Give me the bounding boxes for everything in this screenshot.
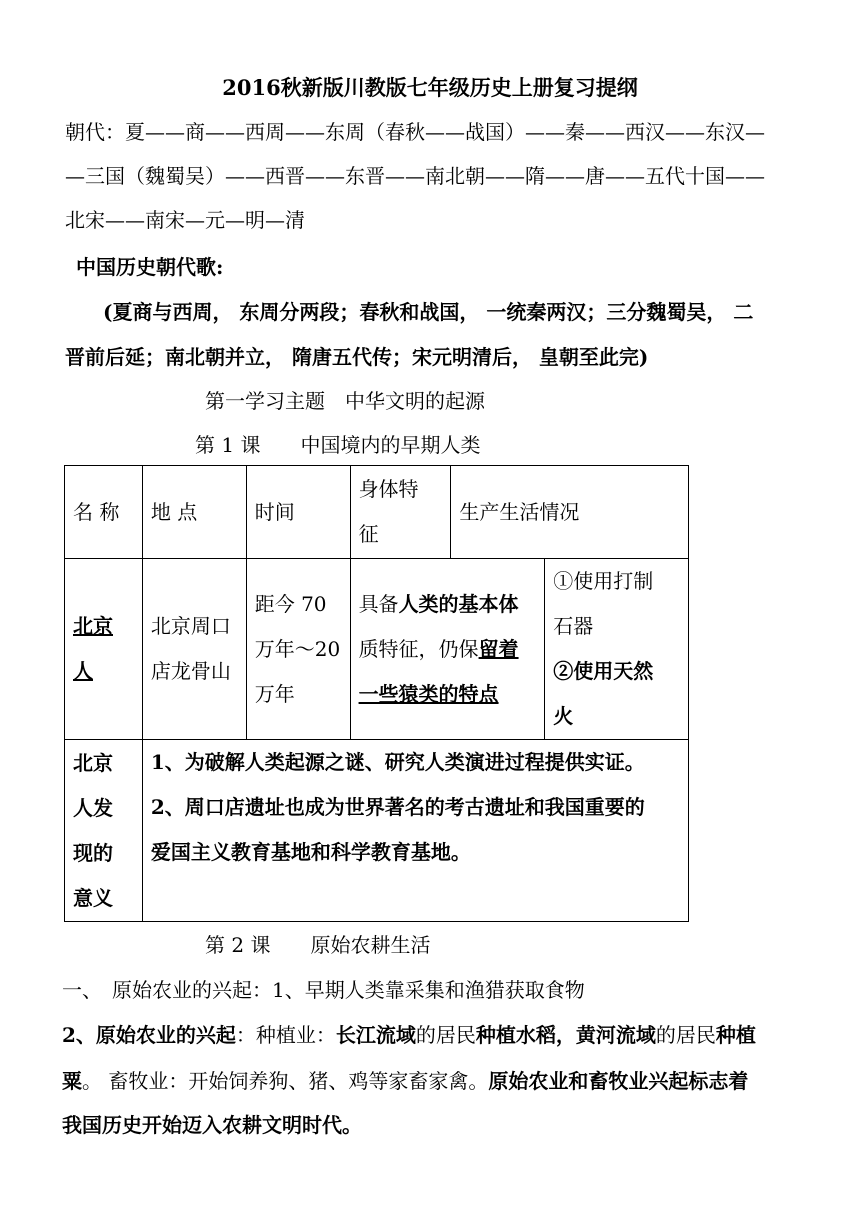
song-line-1: (夏商与西周， 东周分两段；春秋和战国， 一统秦两汉；三分魏蜀吴， 二 xyxy=(103,300,754,324)
text: 的居民 xyxy=(655,1023,716,1047)
text: ：种植业： xyxy=(235,1023,336,1047)
cell-line xyxy=(359,627,537,672)
cell-line: ①使用打制 xyxy=(553,569,654,593)
cell-line: 店龙骨山 xyxy=(150,659,231,683)
header-place: 地 点 xyxy=(142,466,246,559)
song-line-2: 晋前后延；南北朝并立， 隋唐五代传；宋元明清后， 皇朝至此完) xyxy=(65,345,649,369)
text: 。 畜牧业：开始饲养狗、猪、鸡等家畜家禽。 xyxy=(82,1069,489,1093)
body-text-bold: 人类的基本体 xyxy=(398,591,519,616)
header-time: 时间 xyxy=(246,466,350,559)
cell-line: 万年～20 xyxy=(254,636,341,661)
body-text: 具备 xyxy=(358,591,399,616)
cell-line: 北京 xyxy=(73,750,113,775)
dynasty-line-1: 朝代：夏——商——西周——东周（春秋——战国）——秦——西汉——东汉— xyxy=(65,120,765,144)
cell-line: 1、为破解人类起源之谜、研究人类演进过程提供实证。 xyxy=(150,750,645,774)
text-bold: 原始农业和畜牧业兴起标志着 xyxy=(488,1069,749,1093)
cell-line: 2、周口店遗址也成为世界著名的考古遗址和我国重要的 xyxy=(150,795,645,819)
cell-life xyxy=(545,559,689,740)
text-bold: 长江流域 xyxy=(335,1023,416,1047)
header-body-line: 征 xyxy=(358,522,379,546)
cell-line xyxy=(359,582,537,627)
header-life: 生产生活情况 xyxy=(451,466,689,559)
paragraph-3 xyxy=(62,1067,748,1095)
text-bold: 粟 xyxy=(62,1069,82,1093)
text-bold: 种植水稻，黄河流域 xyxy=(475,1023,656,1047)
cell-line: 石器 xyxy=(553,614,594,638)
text-bold: 2、原始农业的兴起 xyxy=(62,1023,236,1047)
body-text: 质特征，仍保 xyxy=(358,636,479,661)
cell-line: 北京 xyxy=(73,614,113,638)
cell-time xyxy=(246,559,350,740)
dynasty-line-3: 北宋——南宋—元—明—清 xyxy=(65,208,305,232)
body-text-underline: 留着 xyxy=(478,636,519,661)
cell-line: 北京周口 xyxy=(150,614,231,638)
cell-significance xyxy=(142,740,688,922)
header-name: 名 称 xyxy=(65,466,143,559)
cell-line: 现的 xyxy=(73,840,113,865)
song-heading: 中国历史朝代歌: xyxy=(76,255,224,279)
cell-line: 万年 xyxy=(254,681,295,706)
lesson-1-heading: 第 1 课 中国境内的早期人类 xyxy=(195,433,481,457)
table-header-row xyxy=(65,466,689,559)
paragraph-2 xyxy=(62,1021,756,1049)
lesson-2-heading: 第 2 课 原始农耕生活 xyxy=(205,933,431,957)
body-text-underline: 一些猿类的特点 xyxy=(358,681,499,706)
text: 的居民 xyxy=(415,1023,476,1047)
dynasty-line-2: —三国（魏蜀吴）——西晋——东晋——南北朝——隋——唐——五代十国—— xyxy=(65,164,765,188)
cell-line: 距今 70 xyxy=(254,591,327,616)
cell-line: ②使用天然 xyxy=(553,659,654,683)
cell-place xyxy=(142,559,246,740)
table-row xyxy=(65,559,689,740)
cell-significance-label xyxy=(65,740,143,922)
cell-line: 意义 xyxy=(73,885,113,910)
header-body-line: 身体特 xyxy=(358,477,419,501)
page-title: 2016秋新版川教版七年级历史上册复习提纲 xyxy=(222,75,638,100)
cell-body xyxy=(350,559,545,740)
early-humans-table xyxy=(64,465,689,922)
cell-line: 人发 xyxy=(73,795,113,820)
paragraph-1: 一、 原始农业的兴起：1、早期人类靠采集和渔猎获取食物 xyxy=(62,978,585,1002)
header-body xyxy=(350,466,451,559)
cell-name xyxy=(65,559,143,740)
text-bold: 种植 xyxy=(715,1023,756,1047)
paragraph-4: 我国历史开始迈入农耕文明时代。 xyxy=(62,1113,362,1137)
cell-line: 火 xyxy=(553,704,574,728)
cell-line: 人 xyxy=(73,659,93,683)
table-row-significance xyxy=(65,740,689,922)
cell-line: 爱国主义教育基地和科学教育基地。 xyxy=(150,840,471,864)
theme-heading: 第一学习主题 中华文明的起源 xyxy=(205,389,485,413)
